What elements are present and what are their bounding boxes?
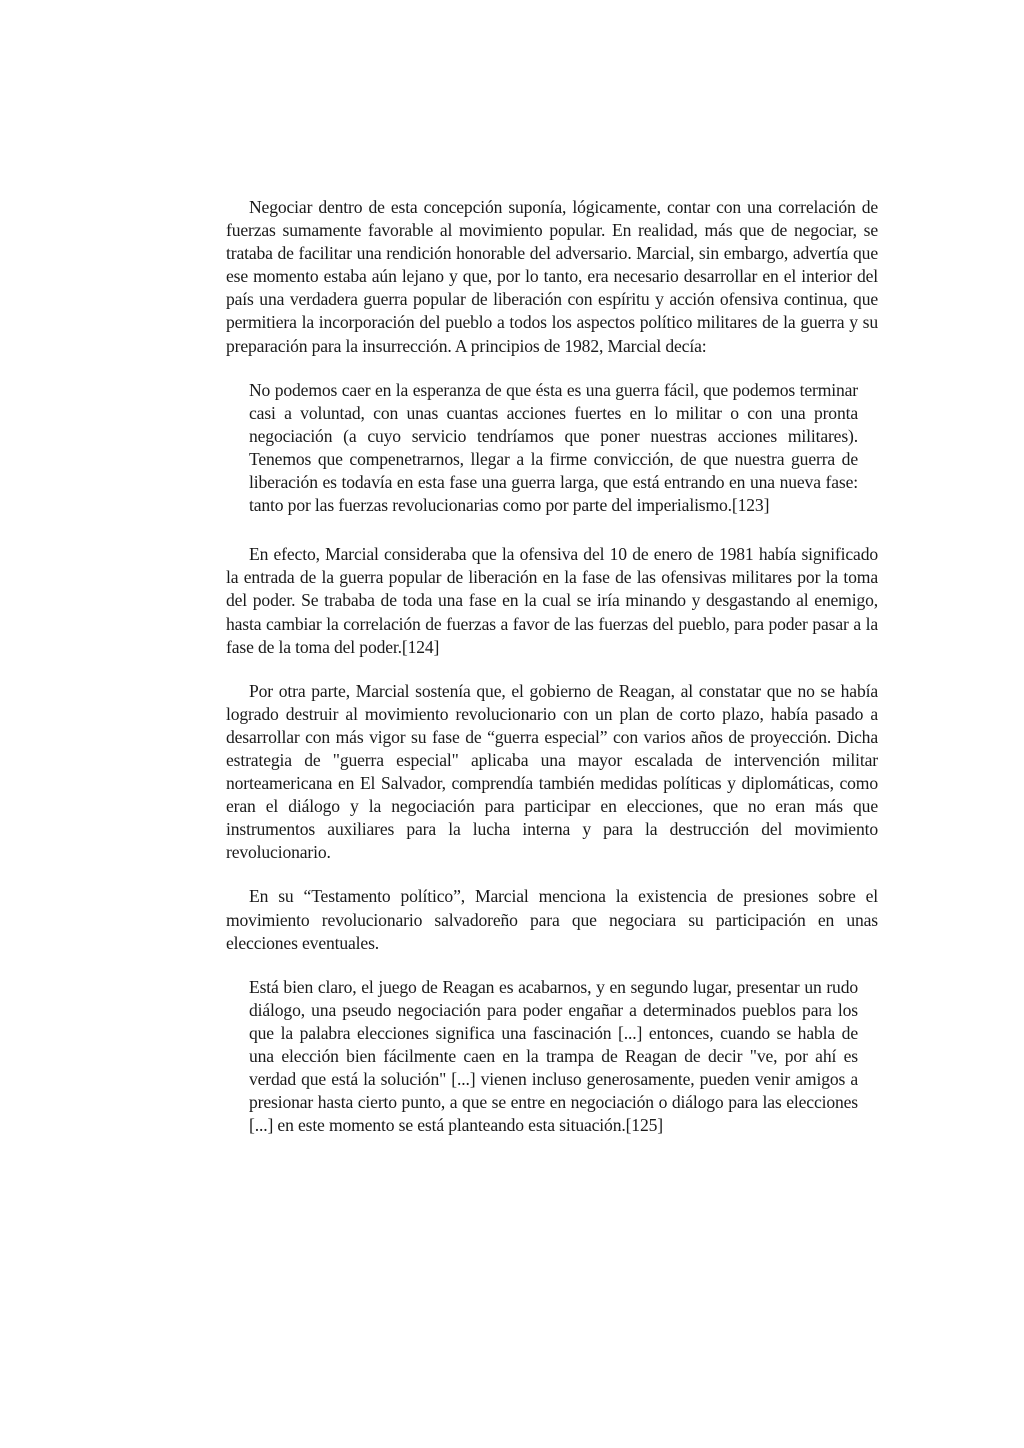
spacer xyxy=(226,517,878,543)
spacer xyxy=(226,955,878,976)
blockquote-marcial-1982: No podemos caer en la esperanza de que ésta es una guerra fácil, que podemos terminar casi a voluntad, con unas cuantas acciones fuertes en lo militar o con una pronta negociación (a cuyo servicio tendríamos que poner nuestras acciones militares). Tenemos que compenetrarnos, llegar a la firme convicción, de que nuestra guerra de liberación es todavía en esta fase una guerra larga, que está entrando en una nueva fase: tanto por las fuerzas revolucionarias como por parte del imperialismo.[123] xyxy=(249,379,858,516)
document-page xyxy=(226,196,878,1137)
paragraph-en-efecto: En efecto, Marcial consideraba que la ofensiva del 10 de enero de 1981 había significado la entrada de la guerra popular de liberación en la fase de las ofensivas militares por la toma del poder. Se trababa de toda una fase en la cual se iría minando y desgastando al enemigo, hasta cambiar la correlación de fuerzas a favor de las fuerzas del pueblo, para poder pasar a la fase de la toma del poder.[124] xyxy=(226,544,878,657)
paragraph-por-otra-parte: Por otra parte, Marcial sostenía que, el gobierno de Reagan, al constatar que no se había logrado destruir al movimiento revolucionario con un plan de corto plazo, había pasado a desarrollar con más vigor su fase de “guerra especial” con varios años de proyección. Dicha estrategia de "guerra especial" aplicaba una mayor escalada de intervención militar norteamericana en El Salvador, comprendía también medidas políticas y diplomáticas, como eran el diálogo y la negociación para participar en elecciones, que no eran más que instrumentos auxiliares para la lucha interna y para la destrucción del movimiento revolucionario. xyxy=(226,680,878,863)
blockquote-reagan: Está bien claro, el juego de Reagan es acabarnos, y en segundo lugar, presentar un rudo diálogo, una pseudo negociación para poder engañar a determinados pueblos para los que la palabra elecciones significa una fascinación [...] entonces, cuando se habla de una elección bien fácilmente caen en la trampa de Reagan de decir "ve, por ahí es verdad que está la solución" [...] vienen incluso generosamente, pueden venir amigos a presionar hasta cierto punto, a que se entre en negociación o diálogo para las elecciones [...] en este momento se está planteando esta situación.[125] xyxy=(249,976,858,1136)
spacer xyxy=(226,659,878,680)
paragraph-testamento-politico: En su “Testamento político”, Marcial menciona la existencia de presiones sobre el movimiento revolucionario salvadoreño para que negociara su participación en unas elecciones eventuales. xyxy=(226,886,878,953)
paragraph-negociar: Negociar dentro de esta concepción suponía, lógicamente, contar con una correlación de fuerzas sumamente favorable al movimiento popular. En realidad, más que de negociar, se trataba de facilitar una rendición honorable del adversario. Marcial, sin embargo, advertía que ese momento estaba aún lejano y que, por lo tanto, era necesario desarrollar en el interior del país una verdadera guerra popular de liberación con espíritu y acción ofensiva continua, que permitiera la incorporación del pueblo a todos los aspectos político militares de la guerra y su preparación para la insurrección. A principios de 1982, Marcial decía: xyxy=(226,197,878,356)
spacer xyxy=(226,358,878,379)
spacer xyxy=(226,864,878,885)
